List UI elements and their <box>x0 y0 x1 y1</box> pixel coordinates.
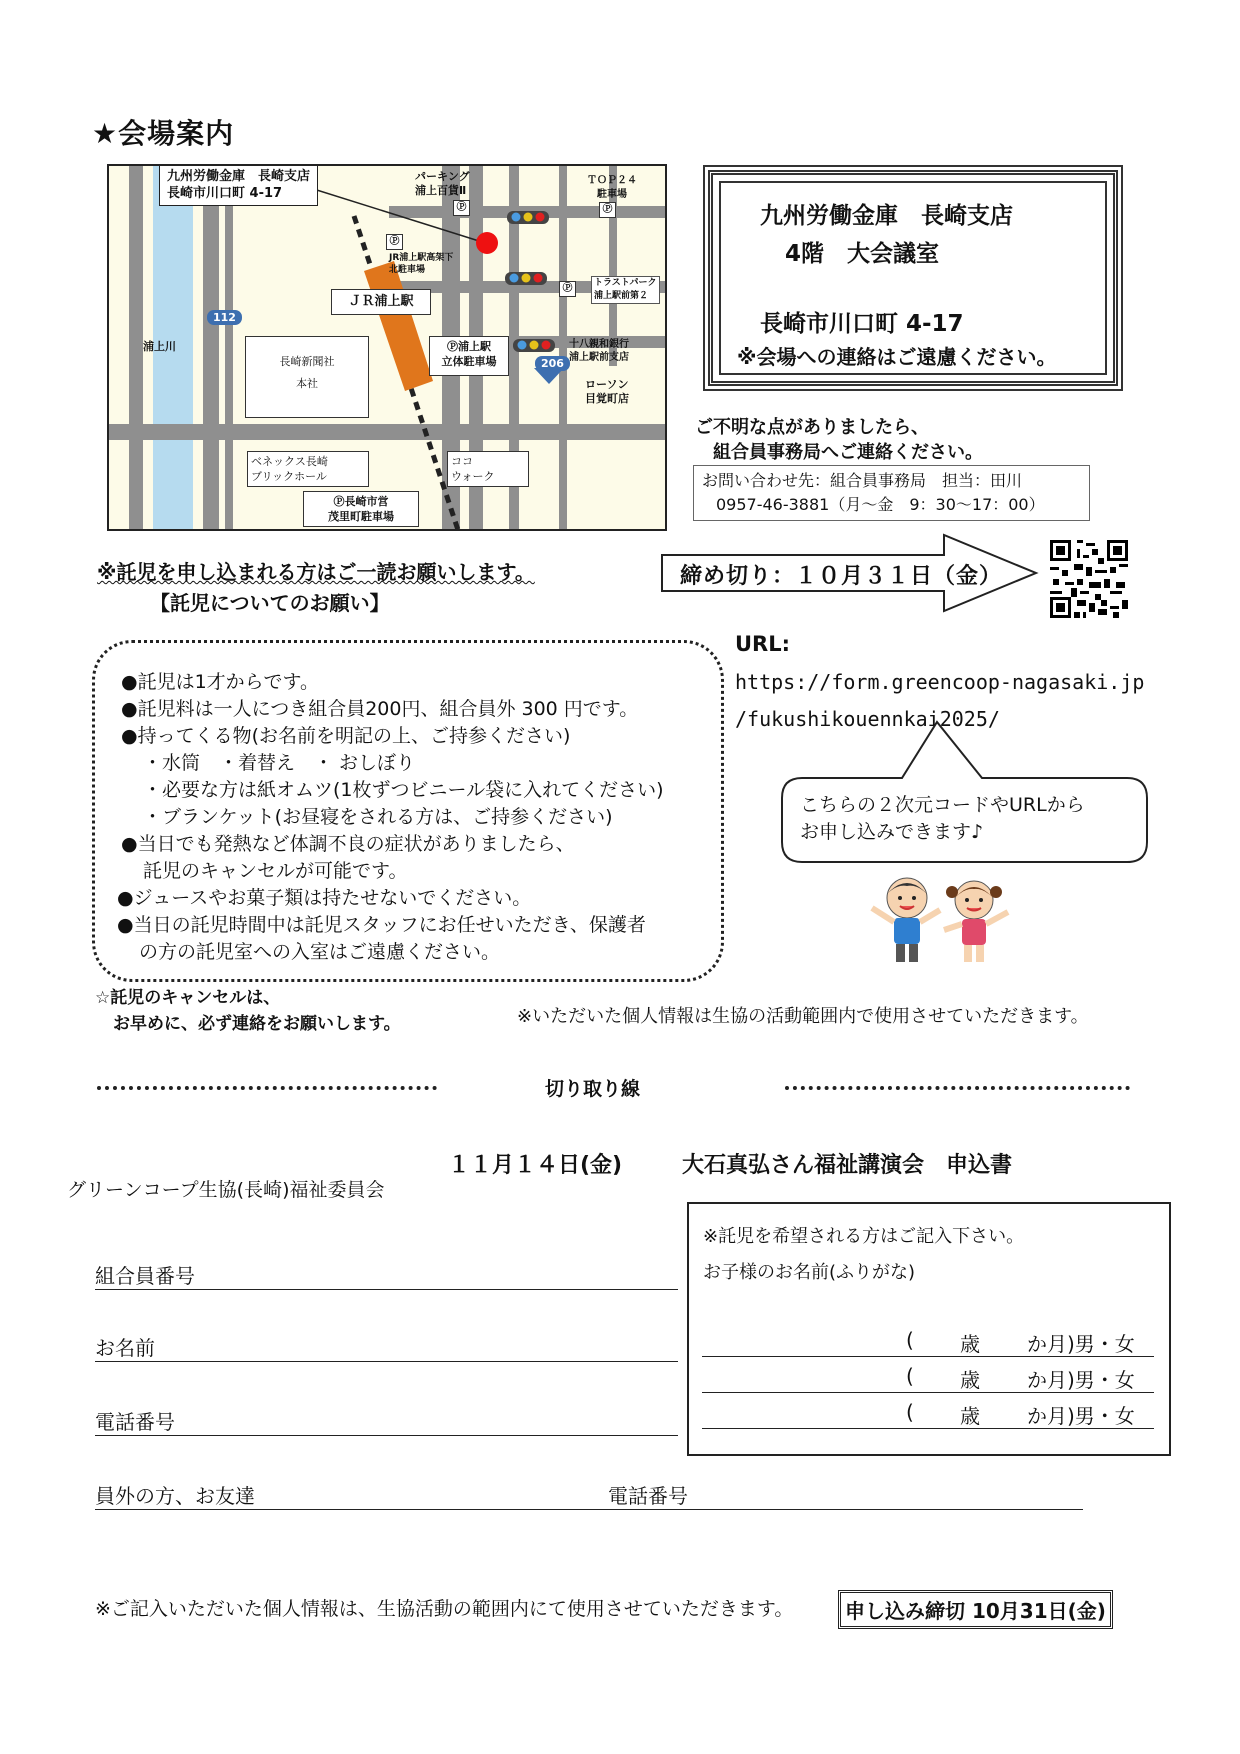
callout-line: 九州労働金庫 長崎支店 <box>167 169 311 184</box>
road <box>109 424 667 440</box>
map-label-line: ベネックス長崎 <box>251 455 328 468</box>
cut-line-right <box>785 1086 1130 1090</box>
url-label: URL: <box>735 632 791 656</box>
route-112: 112 <box>207 310 242 325</box>
rule-item: ●ジュースやお菓子類は持たせないでください。 <box>117 887 532 909</box>
map-label-line: パーキング <box>415 170 470 183</box>
map-label-line: ローソン <box>585 378 629 391</box>
benex-label <box>247 451 369 487</box>
childcare-rules-box <box>92 640 724 982</box>
bubble-line: お申し込みできます♪ <box>800 821 984 843</box>
rule-item: ●当日でも発熱など体調不良の症状がありましたら、 <box>121 833 575 855</box>
privacy-note: ※いただいた個人情報は生協の活動範囲内で使用させていただきます。 <box>517 1006 1089 1027</box>
cancel-note <box>95 985 401 1037</box>
moriya-parking-label <box>303 491 419 527</box>
event-date: １１月１４日(金) <box>448 1153 623 1178</box>
childcare-subtitle: 【託児についてのお願い】 <box>150 591 390 615</box>
inquiry-phone: 0957-46-3881（月～金 9：30～17：00） <box>716 495 1045 514</box>
jr-parking-label <box>389 252 453 276</box>
deadline-text: 締め切り：１０月３１日（金） <box>680 564 1003 589</box>
venue-note: ※会場への連絡はご遠慮ください。 <box>737 345 1057 369</box>
venue-heading: ★会場案内 <box>92 117 235 150</box>
member-number-field[interactable] <box>95 1260 678 1290</box>
map-label-line: 立体駐車場 <box>441 355 497 368</box>
venue-room: 4階 大会議室 <box>785 241 940 267</box>
map-label-line: 浦上駅前支店 <box>569 352 629 363</box>
parking-icon: Ⓟ <box>453 200 470 216</box>
inquiry-box <box>693 465 1090 521</box>
top24-label <box>587 174 637 202</box>
age-years: 歳 <box>960 1404 980 1428</box>
footer-deadline: 申し込み締切 10月31日(金) <box>838 1590 1113 1629</box>
phone-label: 電話番号 <box>95 1410 175 1434</box>
rule-item: ●託児料は一人につき組合員200円、組合員外 300 円です。 <box>121 698 639 720</box>
phone-field[interactable] <box>95 1406 678 1436</box>
map-label-line: Ⓟ長崎市営 <box>333 495 389 508</box>
cancel-note-line: お早めに、必ず連絡をお願いします。 <box>113 1014 401 1034</box>
deadline-arrow <box>660 533 1040 613</box>
traffic-light <box>513 339 555 352</box>
child-row-field[interactable] <box>702 1328 1154 1357</box>
venue-info-box <box>708 170 1118 386</box>
river-label: 浦上川 <box>143 340 176 353</box>
cut-line-label: 切り取り線 <box>545 1078 641 1100</box>
age-years: 歳 <box>960 1332 980 1356</box>
guest-field[interactable] <box>95 1480 1083 1510</box>
childcare-request-box <box>687 1202 1171 1456</box>
cancel-note-line: ☆託児のキャンセルは、 <box>95 988 281 1008</box>
rule-item: ・水筒 ・着替え ・ おしぼり <box>143 752 416 774</box>
child-note: ※託児を希望される方はご記入下さい。 <box>703 1226 1025 1247</box>
map-label-line: 長崎新聞社 <box>279 355 335 368</box>
guest-label: 員外の方、お友達 <box>95 1484 255 1508</box>
map-label-line: 十八親和銀行 <box>569 339 629 350</box>
name-field[interactable] <box>95 1332 678 1362</box>
map-label-line: ウォーク <box>451 470 495 483</box>
child-name-label: お子様のお名前(ふりがな) <box>703 1262 916 1283</box>
rule-item: ・必要な方は紙オムツ(1枚ずつビニール袋に入れてください) <box>143 779 664 801</box>
children-illustration <box>862 870 1022 970</box>
parking-label <box>415 170 470 198</box>
bank-label <box>569 338 629 364</box>
age-months-gender: か月)男・女 <box>1027 1368 1135 1392</box>
road <box>129 166 143 531</box>
map-label-line: Ⓟ浦上駅 <box>447 340 491 353</box>
form-title: 大石真弘さん福祉講演会 申込書 <box>682 1153 1013 1178</box>
jr-station-label: ＪＲ浦上駅 <box>331 289 431 315</box>
age-months-gender: か月)男・女 <box>1027 1332 1135 1356</box>
traffic-light <box>505 272 547 285</box>
venue-address: 長崎市川口町 4-17 <box>760 311 964 337</box>
map-label-line: 茂里町駐車場 <box>328 510 394 523</box>
map-label-line: ブリックホール <box>251 470 327 483</box>
coco-walk-label <box>447 451 529 487</box>
map-label-line: 浦上百貨Ⅱ <box>415 184 467 197</box>
kids-icon <box>862 870 1022 970</box>
child-row-field[interactable] <box>702 1400 1154 1429</box>
bubble-text <box>800 792 1085 846</box>
venue-marker <box>476 232 498 254</box>
url-line[interactable]: /fukushikouennkai2025/ <box>735 707 1000 731</box>
venue-map <box>107 164 667 531</box>
cut-line-left <box>97 1086 437 1090</box>
contact-note-line: 組合員事務局へご連絡ください。 <box>713 442 983 463</box>
inquiry-line: お問い合わせ先：組合員事務局 担当：田川 <box>702 471 1023 490</box>
map-venue-callout <box>159 164 318 206</box>
childcare-title: ※託児を申し込まれる方はご一読お願いします。 <box>97 560 535 584</box>
organizer: グリーンコープ生協(長崎)福祉委員会 <box>67 1179 385 1201</box>
qr-code[interactable] <box>1050 540 1128 618</box>
speech-bubble <box>772 720 1152 865</box>
rule-item: ・ブランケット(お昼寝をされる方は、ご持参ください) <box>143 806 613 828</box>
paren: ( <box>906 1328 914 1352</box>
road <box>225 166 233 531</box>
contact-note-line: ご不明な点がありましたら、 <box>695 417 929 438</box>
contact-note <box>695 415 983 465</box>
road <box>203 166 219 531</box>
map-label-line: 浦上駅前第２ <box>594 291 649 301</box>
newspaper-building <box>245 336 369 418</box>
jr-station-platform <box>364 261 433 391</box>
station-parking-label <box>429 336 509 376</box>
road <box>559 166 567 531</box>
route-206: 206 <box>535 356 570 371</box>
map-label-line: ココ <box>451 455 473 468</box>
map-label-line: JR浦上駅高架下 <box>389 253 454 263</box>
rule-item: ●当日の託児時間中は託児スタッフにお任せいただき、保護者 <box>117 914 646 936</box>
child-row-field[interactable] <box>702 1364 1154 1393</box>
parking-icon: Ⓟ <box>386 234 403 250</box>
member-number-label: 組合員番号 <box>95 1264 195 1288</box>
guest-phone-label: 電話番号 <box>608 1484 688 1508</box>
rule-item: 託児のキャンセルが可能です。 <box>143 860 408 882</box>
map-label-line: 駐車場 <box>597 189 627 200</box>
age-months-gender: か月)男・女 <box>1027 1404 1135 1428</box>
age-years: 歳 <box>960 1368 980 1392</box>
traffic-light <box>507 211 549 224</box>
rule-item: の方の託児室への入室はご遠慮ください。 <box>139 941 501 963</box>
lawson-label <box>585 378 629 406</box>
footer-privacy: ※ご記入いただいた個人情報は、生協活動の範囲内にて使用させていただきます。 <box>95 1598 794 1620</box>
parking-icon: Ⓟ <box>559 281 576 297</box>
map-label-line: 目覚町店 <box>585 392 629 405</box>
map-label-line: ＴＯＰ２４ <box>587 175 637 186</box>
name-label: お名前 <box>95 1336 155 1360</box>
venue-name: 九州労働金庫 長崎支店 <box>760 203 1013 229</box>
url-line[interactable]: https://form.greencoop-nagasaki.jp <box>735 670 1145 694</box>
callout-line: 長崎市川口町 4-17 <box>167 186 283 201</box>
map-label-line: 本社 <box>296 377 318 390</box>
parking-icon: Ⓟ <box>599 202 616 218</box>
paren: ( <box>906 1364 914 1388</box>
qr-code-icon <box>1050 540 1128 618</box>
rule-item: ●持ってくる物(お名前を明記の上、ご持参ください) <box>121 725 571 747</box>
map-label-line: 北駐車場 <box>389 265 426 275</box>
rule-item: ●託児は1才からです。 <box>121 671 319 693</box>
map-label-line: トラストパーク <box>594 278 657 288</box>
paren: ( <box>906 1400 914 1424</box>
bubble-line: こちらの２次元コードやURLから <box>800 794 1085 816</box>
trust-park-label <box>591 276 660 304</box>
